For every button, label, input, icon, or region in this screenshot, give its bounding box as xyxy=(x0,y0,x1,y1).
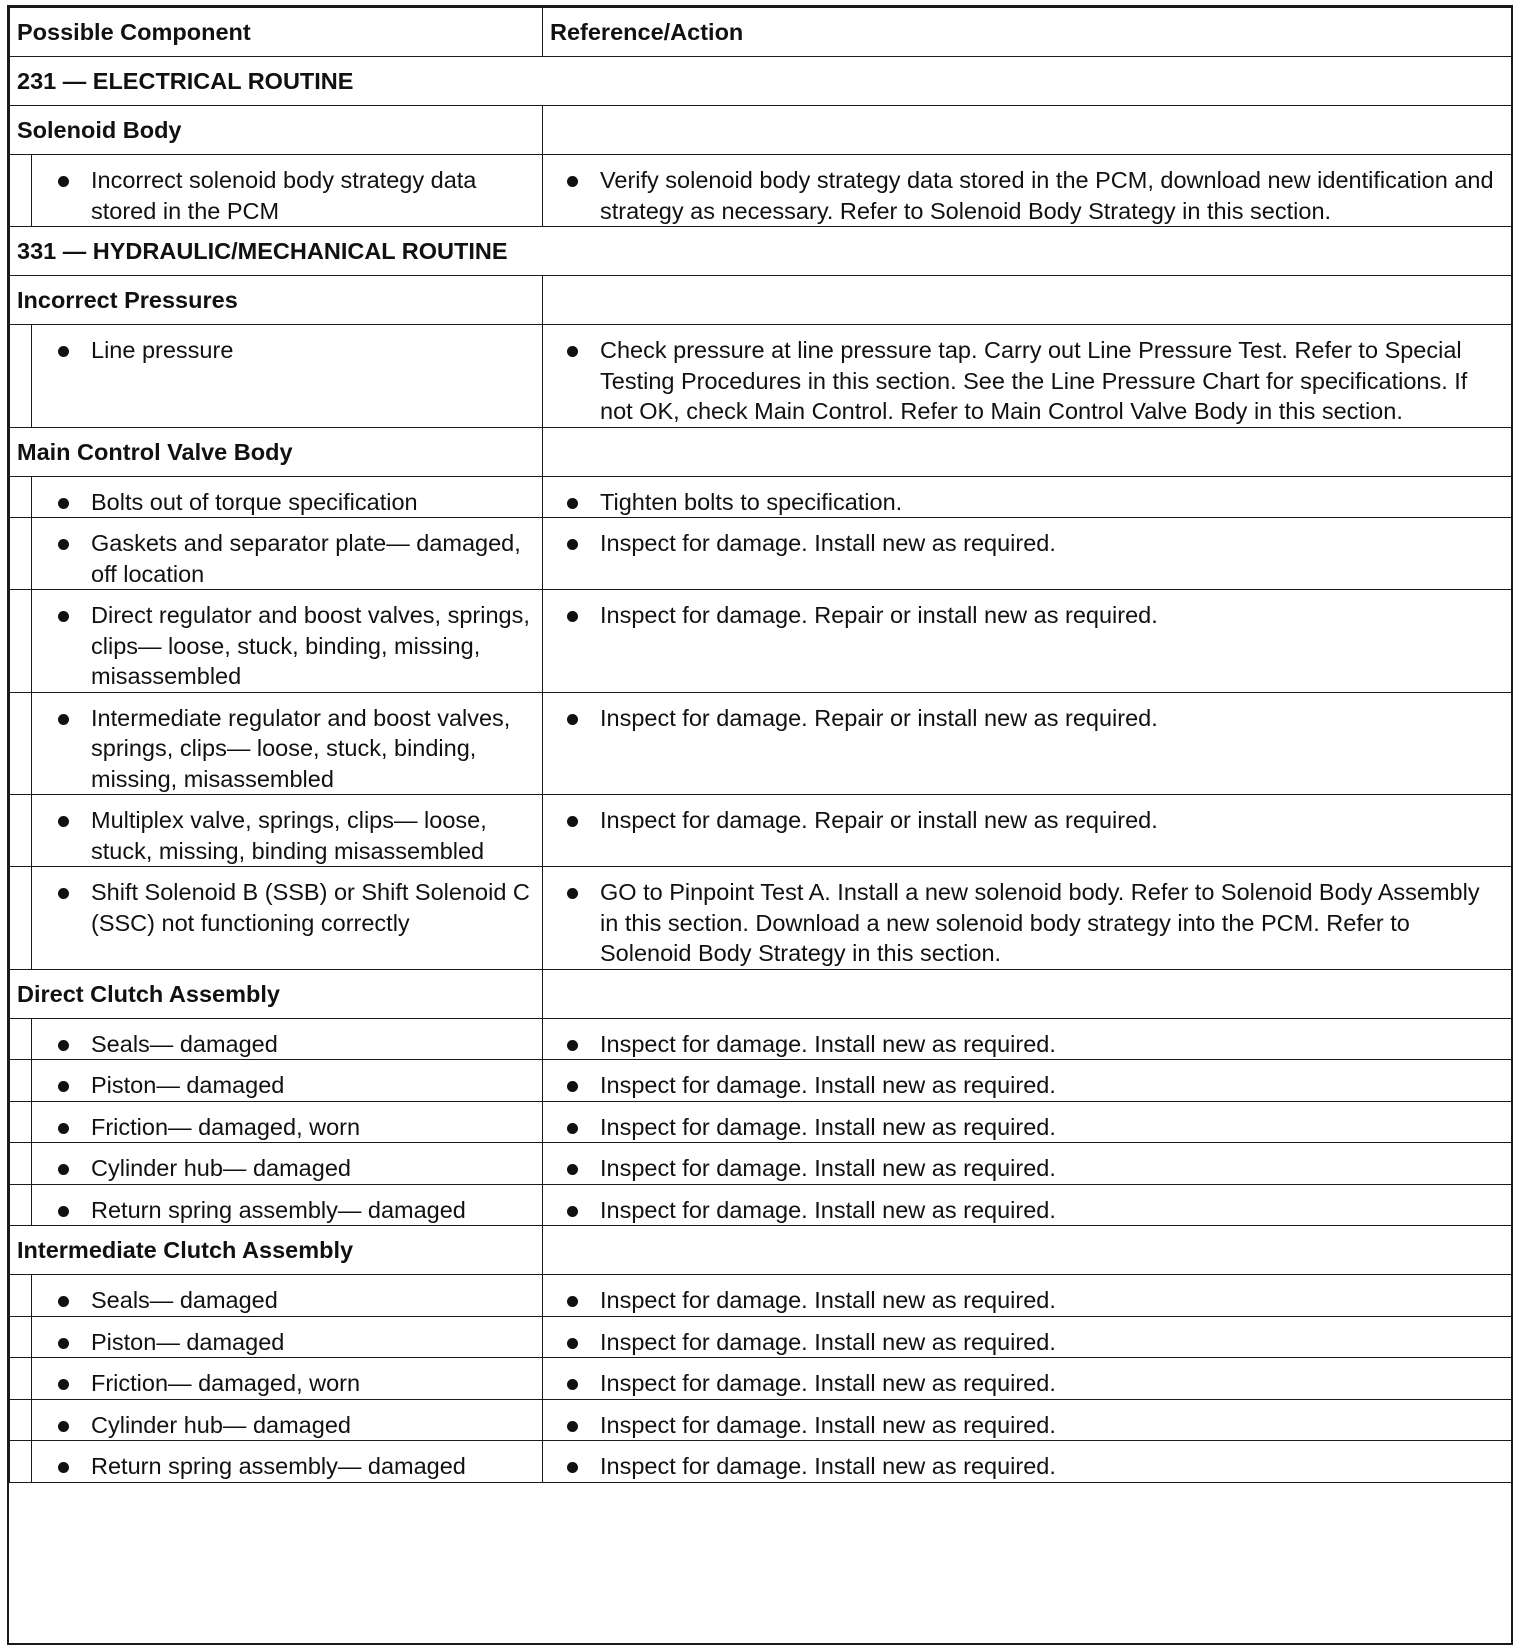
indent-gutter xyxy=(10,1275,32,1317)
component-text: Shift Solenoid B (SSB) or Shift Solenoid C (SSC) not functioning correctly xyxy=(91,879,530,936)
bullet-item xyxy=(32,1192,532,1226)
table-row xyxy=(10,1441,1512,1483)
indent-gutter xyxy=(10,518,32,590)
bullet-icon xyxy=(567,176,578,187)
action-text: Check pressure at line pressure tap. Carry out Line Pressure Test. Refer to Special Testing Procedures in this section. See the Line Pressure Chart for specifications. If not OK, check Main Control. Refer to Main Control Valve Body in this section. xyxy=(600,337,1468,424)
action-text: Inspect for damage. Install new as required. xyxy=(600,1453,1056,1479)
table-row xyxy=(10,795,1512,867)
action-text: GO to Pinpoint Test A. Install a new solenoid body. Refer to Solenoid Body Assembly in this section. Download a new solenoid body strategy into the PCM. Refer to Solenoid Body Strategy in this section. xyxy=(600,879,1480,966)
bullet-icon xyxy=(58,176,69,187)
bullet-icon xyxy=(567,498,578,509)
component-text: Friction— damaged, worn xyxy=(91,1113,361,1140)
bullet-item xyxy=(32,1282,532,1316)
action-cell xyxy=(543,1143,1512,1185)
table-row xyxy=(10,155,1512,227)
bullet-item xyxy=(32,1150,532,1184)
component-text: Return spring assembly— damaged xyxy=(91,1453,466,1479)
group-row xyxy=(10,1226,1512,1275)
component-text: Cylinder hub— damaged xyxy=(91,1155,351,1181)
table-row xyxy=(10,1399,1512,1441)
bullet-item xyxy=(32,1026,532,1060)
bullet-icon xyxy=(567,611,578,622)
action-text: Tighten bolts to specification. xyxy=(600,488,903,515)
component-text: Piston— damaged xyxy=(91,1328,285,1355)
component-text: Friction— damaged, worn xyxy=(91,1370,361,1396)
component-cell xyxy=(32,1358,543,1400)
bullet-icon xyxy=(567,539,578,550)
table-row xyxy=(10,1060,1512,1102)
bullet-icon xyxy=(58,1123,69,1134)
action-cell xyxy=(543,590,1512,693)
bullet-item xyxy=(543,700,1501,734)
indent-gutter xyxy=(10,1143,32,1185)
bullet-item xyxy=(32,1365,532,1399)
bullet-item xyxy=(32,802,532,866)
component-text: Piston— damaged xyxy=(91,1072,285,1098)
component-text: Intermediate regulator and boost valves, springs, clips— loose, stuck, binding, missing, misassembled xyxy=(91,704,511,792)
bullet-item xyxy=(543,1150,1501,1184)
bullet-icon xyxy=(567,1338,578,1349)
section-row xyxy=(10,227,1512,276)
component-cell xyxy=(32,325,543,428)
section-row xyxy=(10,57,1512,106)
header-reference-action: Reference/Action xyxy=(543,8,1512,57)
table-row xyxy=(10,476,1512,518)
action-cell xyxy=(543,1184,1512,1226)
group-title: Incorrect Pressures xyxy=(10,276,543,325)
table-row xyxy=(10,1358,1512,1400)
bullet-icon xyxy=(567,1206,578,1217)
bullet-icon xyxy=(58,816,69,827)
bullet-item xyxy=(543,1448,1501,1482)
indent-gutter xyxy=(10,590,32,693)
indent-gutter xyxy=(10,1184,32,1226)
table-row xyxy=(10,1143,1512,1185)
table-row xyxy=(10,1316,1512,1358)
bullet-item xyxy=(543,162,1501,226)
bullet-icon xyxy=(567,714,578,725)
bullet-item xyxy=(543,597,1501,631)
bullet-icon xyxy=(58,1296,69,1307)
action-cell xyxy=(543,1060,1512,1102)
action-cell xyxy=(543,1101,1512,1143)
bullet-icon xyxy=(58,1081,69,1092)
table-row xyxy=(10,1184,1512,1226)
action-cell xyxy=(543,1316,1512,1358)
bullet-icon xyxy=(58,1040,69,1051)
bullet-icon xyxy=(58,346,69,357)
indent-gutter xyxy=(10,1101,32,1143)
bullet-icon xyxy=(58,611,69,622)
table-row xyxy=(10,325,1512,428)
action-text: Inspect for damage. Repair or install new as required. xyxy=(600,602,1158,628)
component-cell xyxy=(32,1143,543,1185)
bullet-item xyxy=(543,1067,1501,1101)
bullet-item xyxy=(32,874,532,938)
component-cell xyxy=(32,155,543,227)
indent-gutter xyxy=(10,476,32,518)
bullet-icon xyxy=(58,1206,69,1217)
indent-gutter xyxy=(10,1018,32,1060)
bullet-item xyxy=(543,1282,1501,1316)
bullet-item xyxy=(543,1026,1501,1060)
bullet-item xyxy=(543,1192,1501,1226)
bullet-icon xyxy=(567,888,578,899)
bullet-icon xyxy=(58,888,69,899)
component-cell xyxy=(32,1060,543,1102)
bullet-item xyxy=(32,1407,532,1441)
indent-gutter xyxy=(10,1399,32,1441)
group-row xyxy=(10,969,1512,1018)
action-cell xyxy=(543,1399,1512,1441)
group-empty-cell xyxy=(543,969,1512,1018)
bullet-item xyxy=(32,162,532,226)
component-cell xyxy=(32,1441,543,1483)
table-row xyxy=(10,590,1512,693)
component-text: Seals— damaged xyxy=(91,1287,278,1313)
component-text: Bolts out of torque specification xyxy=(91,488,418,515)
bullet-icon xyxy=(58,1164,69,1175)
component-cell xyxy=(32,590,543,693)
bullet-item xyxy=(32,1109,532,1143)
component-text: Multiplex valve, springs, clips— loose, stuck, missing, binding misassembled xyxy=(91,807,487,864)
action-cell xyxy=(543,1018,1512,1060)
table-row xyxy=(10,867,1512,970)
bullet-item xyxy=(32,332,532,366)
bullet-icon xyxy=(58,714,69,725)
component-text: Line pressure xyxy=(91,337,234,363)
bullet-item xyxy=(32,1067,532,1101)
bullet-icon xyxy=(567,1040,578,1051)
group-empty-cell xyxy=(543,1226,1512,1275)
bullet-icon xyxy=(567,1379,578,1390)
bullet-icon xyxy=(58,1462,69,1473)
action-text: Inspect for damage. Install new as required. xyxy=(600,1072,1056,1098)
action-text: Inspect for damage. Install new as required. xyxy=(600,530,1056,556)
table-header-row xyxy=(10,8,1512,57)
component-cell xyxy=(32,1184,543,1226)
component-text: Direct regulator and boost valves, springs, clips— loose, stuck, binding, missing, misassembled xyxy=(91,602,530,689)
action-cell xyxy=(543,518,1512,590)
indent-gutter xyxy=(10,692,32,795)
component-cell xyxy=(32,1275,543,1317)
bullet-icon xyxy=(58,1421,69,1432)
action-cell xyxy=(543,325,1512,428)
bullet-item xyxy=(543,1109,1501,1143)
component-text: Return spring assembly— damaged xyxy=(91,1196,466,1223)
indent-gutter xyxy=(10,155,32,227)
section-title: 231 — ELECTRICAL ROUTINE xyxy=(10,57,1512,106)
bullet-item xyxy=(543,1324,1501,1358)
bullet-icon xyxy=(567,816,578,827)
component-text: Cylinder hub— damaged xyxy=(91,1411,351,1438)
bullet-icon xyxy=(58,1338,69,1349)
action-text: Inspect for damage. Install new as required. xyxy=(600,1030,1056,1057)
component-cell xyxy=(32,1399,543,1441)
bullet-item xyxy=(32,1448,532,1482)
bullet-item xyxy=(543,1365,1501,1399)
component-text: Incorrect solenoid body strategy data stored in the PCM xyxy=(91,167,477,224)
bullet-item xyxy=(543,874,1501,969)
bullet-item xyxy=(543,332,1501,427)
component-text: Seals— damaged xyxy=(91,1030,278,1057)
action-text: Verify solenoid body strategy data stored in the PCM, download new identification and strategy as necessary. Refer to Solenoid Body Strategy in this section. xyxy=(600,167,1494,224)
action-text: Inspect for damage. Install new as required. xyxy=(600,1411,1056,1438)
bullet-item xyxy=(543,525,1501,559)
table-row xyxy=(10,692,1512,795)
indent-gutter xyxy=(10,325,32,428)
action-cell xyxy=(543,1358,1512,1400)
component-cell xyxy=(32,518,543,590)
action-text: Inspect for damage. Install new as required. xyxy=(600,1370,1056,1396)
bullet-item xyxy=(32,597,532,692)
group-title: Solenoid Body xyxy=(10,106,543,155)
bullet-icon xyxy=(567,1421,578,1432)
action-text: Inspect for damage. Install new as required. xyxy=(600,1113,1056,1140)
table-row xyxy=(10,1018,1512,1060)
component-cell xyxy=(32,795,543,867)
group-title: Direct Clutch Assembly xyxy=(10,969,543,1018)
action-text: Inspect for damage. Install new as required. xyxy=(600,1155,1056,1181)
bullet-icon xyxy=(567,1462,578,1473)
component-cell xyxy=(32,867,543,970)
action-text: Inspect for damage. Install new as required. xyxy=(600,1287,1056,1313)
component-cell xyxy=(32,1018,543,1060)
action-text: Inspect for damage. Repair or install new as required. xyxy=(600,704,1158,731)
action-cell xyxy=(543,867,1512,970)
group-row xyxy=(10,427,1512,476)
section-title: 331 — HYDRAULIC/MECHANICAL ROUTINE xyxy=(10,227,1512,276)
bullet-icon xyxy=(58,1379,69,1390)
group-empty-cell xyxy=(543,106,1512,155)
component-cell xyxy=(32,476,543,518)
group-title: Intermediate Clutch Assembly xyxy=(10,1226,543,1275)
table-row xyxy=(10,1275,1512,1317)
group-empty-cell xyxy=(543,427,1512,476)
component-cell xyxy=(32,692,543,795)
diagnostic-table-container xyxy=(7,5,1513,1645)
bullet-item xyxy=(32,700,532,795)
component-cell xyxy=(32,1316,543,1358)
group-row xyxy=(10,106,1512,155)
action-cell xyxy=(543,1275,1512,1317)
bullet-item xyxy=(32,525,532,589)
action-cell xyxy=(543,476,1512,518)
indent-gutter xyxy=(10,1358,32,1400)
bullet-item xyxy=(543,1407,1501,1441)
action-cell xyxy=(543,155,1512,227)
group-title: Main Control Valve Body xyxy=(10,427,543,476)
bullet-icon xyxy=(58,498,69,509)
indent-gutter xyxy=(10,795,32,867)
action-cell xyxy=(543,795,1512,867)
bullet-icon xyxy=(58,539,69,550)
action-cell xyxy=(543,1441,1512,1483)
diagnostic-table xyxy=(9,7,1512,1483)
action-cell xyxy=(543,692,1512,795)
action-text: Inspect for damage. Install new as required. xyxy=(600,1196,1056,1223)
indent-gutter xyxy=(10,1316,32,1358)
bullet-icon xyxy=(567,1296,578,1307)
table-row xyxy=(10,518,1512,590)
component-cell xyxy=(32,1101,543,1143)
component-text: Gaskets and separator plate— damaged, off location xyxy=(91,530,521,587)
bullet-item xyxy=(32,1324,532,1358)
bullet-item xyxy=(32,484,532,518)
indent-gutter xyxy=(10,1060,32,1102)
indent-gutter xyxy=(10,867,32,970)
action-text: Inspect for damage. Repair or install new as required. xyxy=(600,807,1158,833)
bullet-icon xyxy=(567,1123,578,1134)
action-text: Inspect for damage. Install new as required. xyxy=(600,1328,1056,1355)
bullet-item xyxy=(543,802,1501,836)
header-possible-component: Possible Component xyxy=(10,8,543,57)
bullet-icon xyxy=(567,346,578,357)
bullet-item xyxy=(543,484,1501,518)
bullet-icon xyxy=(567,1164,578,1175)
table-row xyxy=(10,1101,1512,1143)
group-row xyxy=(10,276,1512,325)
group-empty-cell xyxy=(543,276,1512,325)
bullet-icon xyxy=(567,1081,578,1092)
indent-gutter xyxy=(10,1441,32,1483)
